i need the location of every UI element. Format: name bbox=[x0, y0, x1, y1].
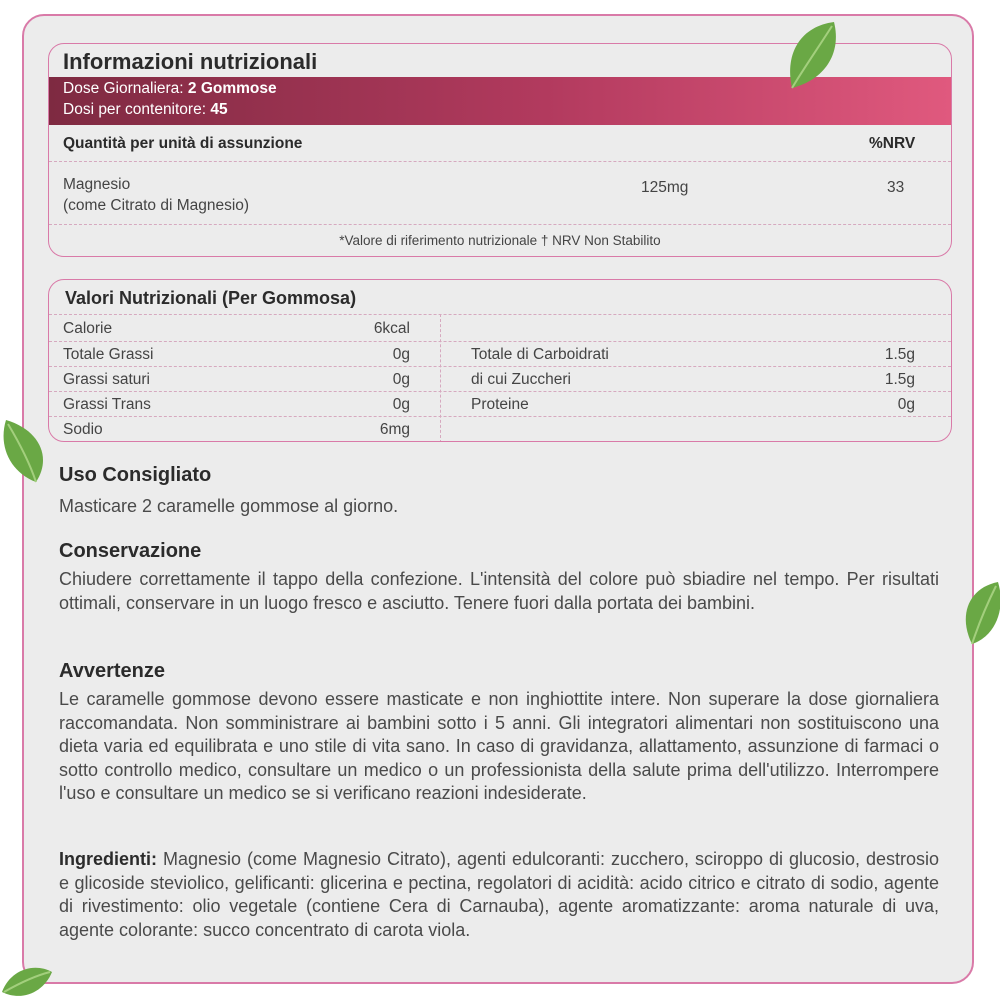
divider bbox=[49, 314, 951, 315]
servings-value: 45 bbox=[210, 101, 228, 118]
nutrition-info-title: Informazioni nutrizionali bbox=[63, 49, 318, 74]
divider bbox=[49, 224, 951, 225]
calorie-label: Calorie bbox=[63, 320, 113, 337]
saturated-fat-value: 0g bbox=[392, 371, 410, 388]
nutrient-nrv: 33 bbox=[887, 179, 905, 196]
quantity-header: Quantità per unità di assunzione bbox=[63, 135, 303, 152]
daily-dose-row bbox=[63, 80, 277, 98]
divider bbox=[49, 341, 951, 342]
total-fat-value: 0g bbox=[392, 346, 410, 363]
daily-dose-label: Dose Giornaliera: bbox=[63, 80, 188, 97]
nutrient-amount: 125mg bbox=[641, 179, 689, 196]
warnings-title: Avvertenze bbox=[59, 660, 165, 682]
divider bbox=[49, 391, 951, 392]
total-carbs-value: 1.5g bbox=[884, 346, 915, 363]
divider bbox=[49, 161, 951, 162]
divider bbox=[49, 366, 951, 367]
protein-label: Proteine bbox=[471, 396, 529, 413]
leaf-icon bbox=[0, 416, 52, 486]
sugars-value: 1.5g bbox=[884, 371, 915, 388]
nutritional-values-table bbox=[48, 279, 952, 442]
total-fat-label: Totale Grassi bbox=[63, 346, 154, 363]
leaf-icon bbox=[0, 962, 54, 1000]
servings-row bbox=[63, 101, 228, 119]
trans-fat-value: 0g bbox=[392, 396, 410, 413]
usage-title: Uso Consigliato bbox=[59, 464, 212, 486]
total-carbs-label: Totale di Carboidrati bbox=[471, 346, 609, 363]
ingredients-body: Magnesio (come Magnesio Citrato), agenti edulcoranti: zucchero, sciroppo di glucosio, destrosio e glicoside steviolico, gelificanti: glicerina e pectina, regolatori di acidità: acido citrico e citrato di sodio, agente di rivestimento: olio vegetale (contiene Cera di Carnauba), agente aromatizzante: aroma naturale di uva, agente colorante: succo concentrato di carota viola. bbox=[59, 849, 939, 940]
nutrient-name-cell bbox=[63, 174, 249, 216]
nutrient-name: Magnesio bbox=[63, 176, 131, 193]
nrv-header: %NRV bbox=[869, 135, 916, 152]
warnings-text: Le caramelle gommose devono essere masticate e non inghiottite intere. Non superare la dose giornaliera raccomandata. Non somministrare ai bambini sotto i 5 anni. Gli integratori alimentari non sostituiscono una dieta varia ed equilibrata e uno stile di vita sano. In caso di gravidanza, allattamento, assunzione di farmaci o sotto controllo medico, consultare un medico o un professionista della salute prima dell'utilizzo. Interrompere l'uso e consultare un medico se si verificano reazioni indesiderate. bbox=[59, 689, 939, 803]
sugars-label: di cui Zuccheri bbox=[471, 371, 571, 388]
leaf-icon bbox=[782, 18, 844, 92]
sodium-value: 6mg bbox=[379, 421, 410, 438]
storage-text: Chiudere correttamente il tappo della confezione. L'intensità del colore può sbiadire nel tempo. Per risultati ottimali, conservare in un luogo fresco e asciutto. Tenere fuori dalla portata dei bambini. bbox=[59, 569, 939, 613]
servings-label: Dosi per contenitore: bbox=[63, 101, 211, 118]
nutrient-source: (come Citrato di Magnesio) bbox=[63, 197, 250, 214]
nutritional-values-title: Valori Nutrizionali (Per Gommosa) bbox=[65, 288, 357, 308]
saturated-fat-label: Grassi saturi bbox=[63, 371, 150, 388]
trans-fat-label: Grassi Trans bbox=[63, 396, 151, 413]
ingredients-text bbox=[59, 848, 939, 942]
daily-dose-value: 2 Gommose bbox=[187, 80, 277, 97]
footnote: *Valore di riferimento nutrizionale † NRV Non Stabilito bbox=[339, 233, 661, 248]
calorie-value: 6kcal bbox=[373, 320, 410, 337]
leaf-icon bbox=[958, 578, 1000, 648]
sodium-label: Sodio bbox=[63, 421, 103, 438]
divider bbox=[49, 416, 951, 417]
ingredients-title: Ingredienti: bbox=[59, 849, 157, 869]
storage-title: Conservazione bbox=[59, 540, 202, 562]
usage-text: Masticare 2 caramelle gommose al giorno. bbox=[59, 496, 399, 516]
protein-value: 0g bbox=[897, 396, 915, 413]
column-divider bbox=[440, 314, 441, 442]
